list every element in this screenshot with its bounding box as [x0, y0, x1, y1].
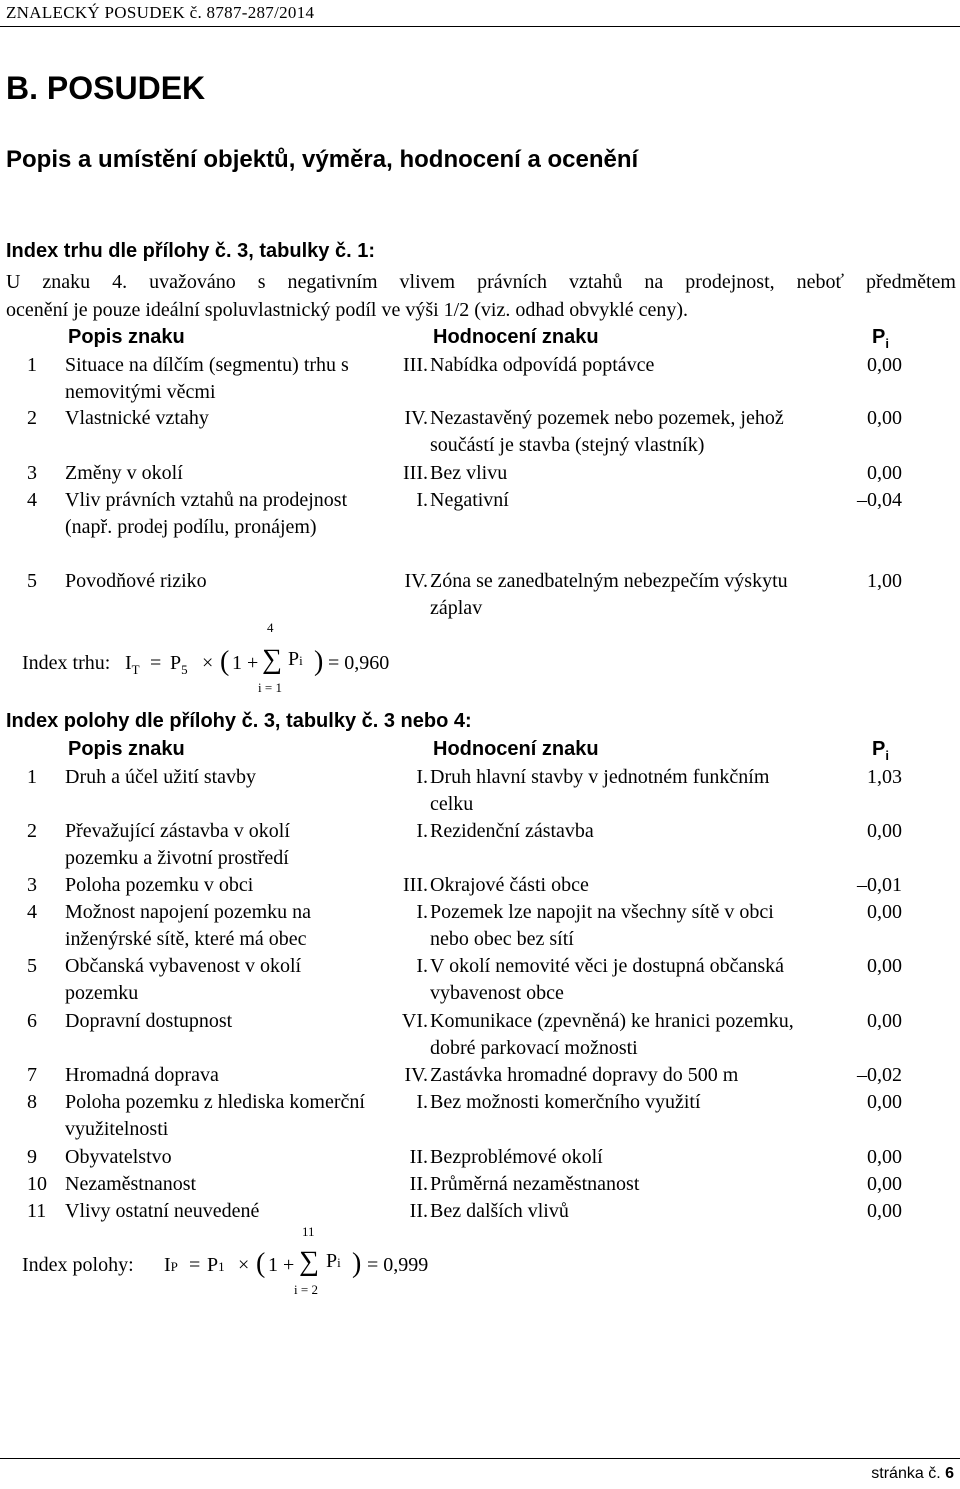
- header-divider: [0, 26, 960, 27]
- location-formula-lhs-sub: P: [170, 1259, 178, 1274]
- header-text: ZNALECKÝ POSUDEK č. 8787-287/2014: [6, 3, 315, 22]
- row-description: Obyvatelstvo: [65, 1146, 172, 1168]
- row-roman-grade: IV.: [404, 1064, 428, 1086]
- location-formula: [22, 1224, 462, 1304]
- row-description: Občanská vybavenost v okolí pozemku: [65, 955, 302, 1004]
- row-roman-grade: IV.: [404, 407, 428, 429]
- row-value: 1,00: [867, 570, 902, 592]
- row-evaluation: Nezastavěný pozemek nebo pozemek, jehož součástí je stavba (stejný vlastník): [430, 407, 784, 456]
- market-col-p: [872, 326, 889, 351]
- market-formula-label: Index trhu:: [22, 652, 111, 674]
- market-formula-lhs-sub: T: [131, 662, 140, 677]
- location-col-desc: Popis znaku: [68, 738, 185, 760]
- row-number: 1: [27, 766, 37, 788]
- row-number: 3: [27, 874, 37, 896]
- row-number: 4: [27, 489, 37, 511]
- market-paragraph-line: U znaku 4. uvažováno s negativním vlivem právních vztahů na prodejnost, neboť předmětem: [6, 271, 956, 293]
- location-formula-lhs-letter: I: [164, 1254, 171, 1276]
- row-value: 0,00: [867, 1173, 902, 1195]
- row-description: Nezaměstnanost: [65, 1173, 197, 1195]
- row-roman-grade: I.: [416, 901, 428, 923]
- row-description: Hromadná doprava: [65, 1064, 219, 1086]
- location-formula-close-paren: ): [352, 1248, 362, 1279]
- row-description: Převažující zástavba v okolí pozemku a životní prostředí: [65, 820, 290, 869]
- market-formula-lhs-letter: I: [125, 652, 132, 674]
- market-formula-p: [170, 652, 188, 678]
- location-formula-result: = 0,999: [367, 1254, 429, 1276]
- sigma-icon: ∑: [262, 644, 282, 675]
- sub-title: Popis a umístění objektů, výměra, hodnocení a ocenění: [6, 146, 639, 173]
- row-evaluation: Bez dalších vlivů: [430, 1200, 569, 1222]
- row-description: Povodňové riziko: [65, 570, 207, 592]
- market-paragraph-line: ocenění je pouze ideální spoluvlastnický podíl ve výši 1/2 (viz. odhad obvyklé ceny).: [6, 299, 689, 321]
- row-number: 1: [27, 354, 37, 376]
- location-formula-term: [326, 1250, 341, 1273]
- row-value: –0,01: [857, 874, 902, 896]
- row-description: Dopravní dostupnost: [65, 1010, 233, 1032]
- row-roman-grade: II.: [409, 1146, 428, 1168]
- row-evaluation: Průměrná nezaměstnanost: [430, 1173, 640, 1195]
- row-evaluation: Nabídka odpovídá poptávce: [430, 354, 655, 376]
- row-value: 0,00: [867, 354, 902, 376]
- location-formula-p: [207, 1254, 225, 1277]
- row-number: 7: [27, 1064, 37, 1086]
- market-col-eval: Hodnocení znaku: [433, 326, 599, 348]
- market-formula-close-paren: ): [314, 646, 324, 677]
- row-description: Situace na dílčím (segmentu) trhu s nemovitými věcmi: [65, 354, 349, 403]
- row-roman-grade: III.: [403, 874, 428, 896]
- row-value: 0,00: [867, 1200, 902, 1222]
- row-roman-grade: II.: [409, 1200, 428, 1222]
- row-number: 2: [27, 407, 37, 429]
- row-description: Možnost napojení pozemku na inženýrské sítě, které má obec: [65, 901, 312, 950]
- page-number: 6: [945, 1465, 954, 1482]
- row-roman-grade: I.: [416, 1091, 428, 1113]
- location-formula-lhs: [164, 1254, 178, 1277]
- market-formula-term: [288, 648, 303, 671]
- section-title: B. POSUDEK: [6, 70, 206, 106]
- row-description: Vliv právních vztahů na prodejnost (např. prodej podílu, pronájem): [65, 489, 348, 538]
- row-evaluation: Pozemek lze napojit na všechny sítě v obci nebo obec bez sítí: [430, 901, 774, 950]
- market-formula-term-letter: P: [288, 648, 300, 670]
- location-formula-eq: =: [189, 1254, 201, 1276]
- footer-label: stránka č.: [871, 1465, 941, 1482]
- row-number: 5: [27, 955, 37, 977]
- row-value: 0,00: [867, 820, 902, 842]
- row-evaluation: Druh hlavní stavby v jednotném funkčním celku: [430, 766, 770, 815]
- row-number: 5: [27, 570, 37, 592]
- row-description: Vlivy ostatní neuvedené: [65, 1200, 260, 1222]
- row-evaluation: Zóna se zanedbatelným nebezpečím výskytu záplav: [430, 570, 788, 619]
- market-formula-p-letter: P: [170, 652, 182, 674]
- market-formula-lhs: [125, 652, 140, 678]
- row-evaluation: Rezidenční zástavba: [430, 820, 594, 842]
- row-value: –0,04: [857, 489, 902, 511]
- row-evaluation: Komunikace (zpevněná) ke hranici pozemku, dobré parkovací možnosti: [430, 1010, 794, 1059]
- row-roman-grade: III.: [403, 462, 428, 484]
- row-number: 11: [27, 1200, 47, 1222]
- row-roman-grade: I.: [416, 766, 428, 788]
- location-formula-one: 1 +: [268, 1254, 295, 1276]
- market-col-p-letter: P: [872, 326, 886, 348]
- row-description: Druh a účel užití stavby: [65, 766, 257, 788]
- location-formula-sum-bottom: i = 2: [294, 1282, 318, 1297]
- location-formula-term-sub: i: [337, 1255, 341, 1270]
- row-number: 2: [27, 820, 37, 842]
- footer-divider: [0, 1458, 960, 1459]
- row-evaluation: Bez možnosti komerčního využití: [430, 1091, 701, 1113]
- row-roman-grade: VI.: [401, 1010, 428, 1032]
- row-number: 4: [27, 901, 37, 923]
- page-header: [0, 0, 960, 28]
- market-heading: Index trhu dle přílohy č. 3, tabulky č. 1:: [6, 240, 375, 262]
- row-value: 0,00: [867, 1146, 902, 1168]
- location-formula-sum-top: 11: [302, 1224, 315, 1239]
- page-footer: [871, 1465, 954, 1483]
- row-evaluation: Negativní: [430, 489, 509, 511]
- location-col-eval: Hodnocení znaku: [433, 738, 599, 760]
- row-evaluation: Bez vlivu: [430, 462, 508, 484]
- row-value: –0,02: [857, 1064, 902, 1086]
- row-roman-grade: IV.: [404, 570, 428, 592]
- row-evaluation: Bezproblémové okolí: [430, 1146, 603, 1168]
- location-formula-label: Index polohy:: [22, 1254, 134, 1276]
- market-formula-result: = 0,960: [328, 652, 390, 674]
- market-formula-one: 1 +: [232, 652, 259, 674]
- row-evaluation: Okrajové části obce: [430, 874, 589, 896]
- row-number: 8: [27, 1091, 37, 1113]
- row-value: 0,00: [867, 1010, 902, 1032]
- row-description: Poloha pozemku v obci: [65, 874, 254, 896]
- row-description: Poloha pozemku z hlediska komerční využitelnosti: [65, 1091, 365, 1140]
- market-formula: [22, 620, 422, 700]
- sigma-icon: ∑: [299, 1246, 319, 1277]
- row-roman-grade: I.: [416, 820, 428, 842]
- row-number: 9: [27, 1146, 37, 1168]
- location-formula-times: ×: [238, 1254, 250, 1276]
- row-roman-grade: I.: [416, 489, 428, 511]
- row-roman-grade: II.: [409, 1173, 428, 1195]
- row-value: 0,00: [867, 407, 902, 429]
- row-value: 0,00: [867, 462, 902, 484]
- market-formula-times: ×: [202, 652, 214, 674]
- row-description: Změny v okolí: [65, 462, 183, 484]
- market-formula-open-paren: (: [220, 646, 230, 677]
- location-heading: Index polohy dle přílohy č. 3, tabulky č. 3 nebo 4:: [6, 710, 472, 732]
- row-evaluation: V okolí nemovité věci je dostupná občanská vybavenost obce: [430, 955, 784, 1004]
- row-value: 1,03: [867, 766, 902, 788]
- location-formula-p-sub: 1: [218, 1259, 225, 1274]
- location-col-p-letter: P: [872, 738, 886, 760]
- row-description: Vlastnické vztahy: [65, 407, 209, 429]
- row-roman-grade: III.: [403, 354, 428, 376]
- market-formula-term-sub: i: [299, 653, 303, 668]
- market-formula-sum-top: 4: [267, 620, 274, 635]
- market-formula-eq: =: [150, 652, 162, 674]
- row-number: 6: [27, 1010, 37, 1032]
- market-paragraph: [6, 268, 956, 324]
- row-value: 0,00: [867, 1091, 902, 1113]
- market-formula-sum-bottom: i = 1: [258, 680, 282, 695]
- location-col-p-sub: i: [885, 748, 889, 763]
- location-col-p: [872, 738, 889, 763]
- row-evaluation: Zastávka hromadné dopravy do 500 m: [430, 1064, 739, 1086]
- location-formula-p-letter: P: [207, 1254, 219, 1276]
- market-formula-p-sub: 5: [181, 662, 188, 677]
- row-value: 0,00: [867, 955, 902, 977]
- row-number: 10: [27, 1173, 47, 1195]
- location-formula-open-paren: (: [256, 1248, 266, 1279]
- location-formula-term-letter: P: [326, 1250, 338, 1272]
- market-col-desc: Popis znaku: [68, 326, 185, 348]
- row-roman-grade: I.: [416, 955, 428, 977]
- row-value: 0,00: [867, 901, 902, 923]
- market-col-p-sub: i: [885, 336, 889, 351]
- row-number: 3: [27, 462, 37, 484]
